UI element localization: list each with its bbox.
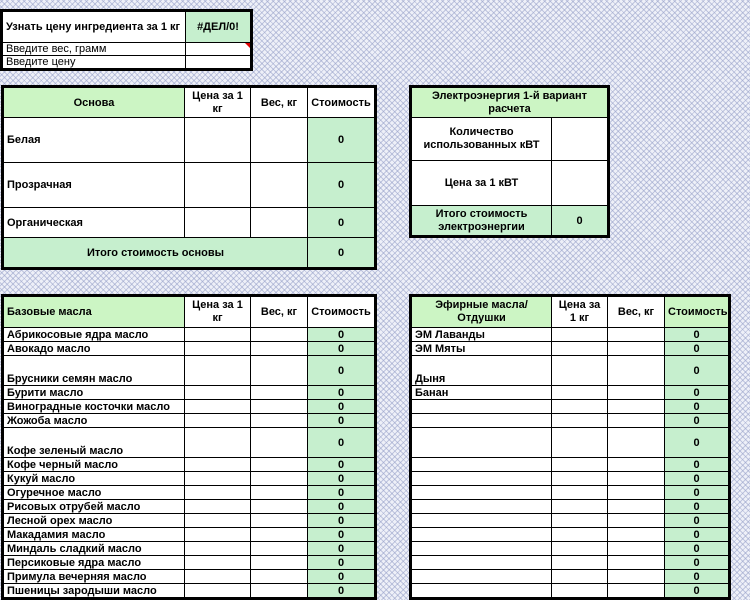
base-row-price[interactable] — [185, 163, 251, 208]
ess-row-cost: 0 — [665, 556, 729, 570]
ess-row-price[interactable] — [552, 514, 608, 528]
oil-row-price[interactable] — [185, 328, 251, 342]
oil-row — [4, 472, 375, 486]
oil-row-weight[interactable] — [251, 570, 308, 584]
oil-row-price[interactable] — [185, 500, 251, 514]
base-oils-table — [3, 296, 375, 598]
kwh-price-label: Цена за 1 кВТ — [412, 161, 552, 206]
ess-row-name: ЭМ Мяты — [412, 342, 552, 356]
oil-row-name: Виноградные косточки масло — [4, 400, 185, 414]
ess-row — [412, 570, 729, 584]
oil-row — [4, 528, 375, 542]
ess-row — [412, 542, 729, 556]
oil-row-cost: 0 — [308, 472, 375, 486]
ess-row-price[interactable] — [552, 386, 608, 400]
oils-header-cost: Стоимость — [308, 297, 375, 328]
ess-row — [412, 514, 729, 528]
base-row-price[interactable] — [185, 208, 251, 238]
oil-row-weight[interactable] — [251, 386, 308, 400]
ess-row-price[interactable] — [552, 342, 608, 356]
ess-row-name — [412, 458, 552, 472]
ess-row-weight[interactable] — [608, 486, 665, 500]
ess-row-cost: 0 — [665, 414, 729, 428]
base-table — [3, 87, 375, 268]
oil-row-cost: 0 — [308, 542, 375, 556]
base-total-value: 0 — [308, 238, 375, 268]
ess-row-weight[interactable] — [608, 500, 665, 514]
oil-row-cost: 0 — [308, 584, 375, 598]
oil-row-cost: 0 — [308, 400, 375, 414]
oil-row-price[interactable] — [185, 386, 251, 400]
oil-row-weight[interactable] — [251, 584, 308, 598]
oil-row-cost: 0 — [308, 428, 375, 458]
ess-header-name: Эфирные масла/Отдушки — [412, 297, 552, 328]
ess-row-name — [412, 414, 552, 428]
ingredient-calc-result: #ДЕЛ/0! — [186, 12, 251, 43]
ess-row-weight[interactable] — [608, 556, 665, 570]
ess-row-weight[interactable] — [608, 528, 665, 542]
oil-row — [4, 584, 375, 598]
ess-row — [412, 472, 729, 486]
ess-row — [412, 528, 729, 542]
oil-row — [4, 556, 375, 570]
ess-row-price[interactable] — [552, 428, 608, 458]
ess-row-name: ЭМ Лаванды — [412, 328, 552, 342]
ess-row-weight[interactable] — [608, 386, 665, 400]
ess-row-cost: 0 — [665, 472, 729, 486]
ess-row-name — [412, 514, 552, 528]
oil-row-price[interactable] — [185, 414, 251, 428]
electricity-title: Электроэнергия 1-й вариант расчета — [412, 88, 608, 118]
ess-row — [412, 428, 729, 458]
ess-row-name — [412, 500, 552, 514]
ess-row — [412, 500, 729, 514]
oil-row-cost: 0 — [308, 556, 375, 570]
oil-row-weight[interactable] — [251, 328, 308, 342]
oil-row — [4, 500, 375, 514]
oil-row-price[interactable] — [185, 514, 251, 528]
oil-row-cost: 0 — [308, 528, 375, 542]
ess-row-name — [412, 486, 552, 500]
ess-row-price[interactable] — [552, 400, 608, 414]
oil-row-name: Примула вечерняя масло — [4, 570, 185, 584]
ess-row — [412, 584, 729, 598]
oil-row-price[interactable] — [185, 584, 251, 598]
oil-row-cost: 0 — [308, 458, 375, 472]
oil-row-cost: 0 — [308, 500, 375, 514]
ess-row-cost: 0 — [665, 514, 729, 528]
oil-row-price[interactable] — [185, 528, 251, 542]
oil-row-name: Персиковые ядра масло — [4, 556, 185, 570]
oils-header-price: Цена за 1 кг — [185, 297, 251, 328]
oil-row — [4, 458, 375, 472]
essential-oils-table — [411, 296, 729, 598]
oil-row-cost: 0 — [308, 328, 375, 342]
base-row-weight[interactable] — [251, 208, 308, 238]
electricity-total-label: Итого стоимость электроэнергии — [412, 206, 552, 236]
ess-row-weight[interactable] — [608, 458, 665, 472]
ess-row-name — [412, 528, 552, 542]
ess-row-name: Дыня — [412, 356, 552, 386]
oil-row-name: Макадамия масло — [4, 528, 185, 542]
base-row-cost: 0 — [308, 163, 375, 208]
oil-row-weight[interactable] — [251, 414, 308, 428]
ess-row-price[interactable] — [552, 414, 608, 428]
oil-row-name: Кукуй масло — [4, 472, 185, 486]
ess-row-cost: 0 — [665, 328, 729, 342]
ess-row-weight[interactable] — [608, 328, 665, 342]
base-header-cost: Стоимость — [308, 88, 375, 118]
oil-row — [4, 542, 375, 556]
ess-row-cost: 0 — [665, 500, 729, 514]
ess-row-name — [412, 472, 552, 486]
ess-row-weight[interactable] — [608, 356, 665, 386]
oil-row-price[interactable] — [185, 342, 251, 356]
ess-row-price[interactable] — [552, 472, 608, 486]
ess-row-cost: 0 — [665, 428, 729, 458]
oil-row-cost: 0 — [308, 514, 375, 528]
oil-row-price[interactable] — [185, 542, 251, 556]
ess-row-price[interactable] — [552, 356, 608, 386]
oil-row-name: Авокадо масло — [4, 342, 185, 356]
oil-row-price[interactable] — [185, 472, 251, 486]
ess-row — [412, 356, 729, 386]
ess-row-price[interactable] — [552, 458, 608, 472]
ess-row-weight[interactable] — [608, 428, 665, 458]
ess-row-price[interactable] — [552, 556, 608, 570]
ess-header-weight: Вес, кг — [608, 297, 665, 328]
ess-row-name: Банан — [412, 386, 552, 400]
base-row-weight[interactable] — [251, 163, 308, 208]
oil-row — [4, 428, 375, 458]
price-input-cell[interactable] — [186, 56, 251, 69]
ess-row-cost: 0 — [665, 342, 729, 356]
ingredient-calc-table — [2, 11, 251, 69]
weight-input-cell[interactable] — [186, 43, 251, 56]
ess-row-weight[interactable] — [608, 584, 665, 598]
oil-row-price[interactable] — [185, 428, 251, 458]
oil-row-weight[interactable] — [251, 400, 308, 414]
ess-row-price[interactable] — [552, 328, 608, 342]
ess-row-name — [412, 584, 552, 598]
ess-row-weight[interactable] — [608, 570, 665, 584]
oil-row-name: Рисовых отрубей масло — [4, 500, 185, 514]
ess-row-cost: 0 — [665, 584, 729, 598]
ess-row-weight[interactable] — [608, 542, 665, 556]
base-row-name: Прозрачная — [4, 163, 185, 208]
ess-row-name — [412, 542, 552, 556]
ess-row-cost: 0 — [665, 386, 729, 400]
oil-row-weight[interactable] — [251, 542, 308, 556]
base-row-cost: 0 — [308, 118, 375, 163]
base-row-weight[interactable] — [251, 118, 308, 163]
oils-header-weight: Вес, кг — [251, 297, 308, 328]
ess-row-price[interactable] — [552, 500, 608, 514]
ess-row — [412, 342, 729, 356]
oil-row-cost: 0 — [308, 356, 375, 386]
ess-row-price[interactable] — [552, 542, 608, 556]
base-header-price: Цена за 1 кг — [185, 88, 251, 118]
oil-row-name: Лесной орех масло — [4, 514, 185, 528]
oil-row-price[interactable] — [185, 458, 251, 472]
oil-row-weight[interactable] — [251, 472, 308, 486]
ess-row-cost: 0 — [665, 542, 729, 556]
oil-row-weight[interactable] — [251, 556, 308, 570]
oil-row-name: Огуречное масло — [4, 486, 185, 500]
ess-row — [412, 400, 729, 414]
oil-row-weight[interactable] — [251, 500, 308, 514]
ess-row — [412, 414, 729, 428]
oil-row-price[interactable] — [185, 400, 251, 414]
oils-header-name: Базовые масла — [4, 297, 185, 328]
oil-row-price[interactable] — [185, 570, 251, 584]
oil-row — [4, 342, 375, 356]
kwh-price-input-cell[interactable] — [552, 161, 608, 206]
kwh-input-cell[interactable] — [552, 118, 608, 161]
ess-row-cost: 0 — [665, 400, 729, 414]
oil-row — [4, 386, 375, 400]
base-header-name: Основа — [4, 88, 185, 118]
ess-row-cost: 0 — [665, 486, 729, 500]
ess-header-price: Цена за 1 кг — [552, 297, 608, 328]
price-label: Введите цену — [3, 56, 186, 69]
oil-row — [4, 514, 375, 528]
ess-row-name — [412, 556, 552, 570]
oil-row-name: Кофе черный масло — [4, 458, 185, 472]
oil-row — [4, 356, 375, 386]
ess-row-cost: 0 — [665, 528, 729, 542]
ess-row-cost: 0 — [665, 356, 729, 386]
ess-row-weight[interactable] — [608, 514, 665, 528]
oil-row — [4, 570, 375, 584]
oil-row-name: Бурити масло — [4, 386, 185, 400]
electricity-table — [411, 87, 608, 236]
oil-row-name: Пшеницы зародыши масло — [4, 584, 185, 598]
ess-header-cost: Стоимость — [665, 297, 729, 328]
oil-row-name: Миндаль сладкий масло — [4, 542, 185, 556]
base-row-name: Белая — [4, 118, 185, 163]
base-header-weight: Вес, кг — [251, 88, 308, 118]
oil-row-cost: 0 — [308, 414, 375, 428]
ess-row-price[interactable] — [552, 570, 608, 584]
electricity-total-value: 0 — [552, 206, 608, 236]
oil-row-weight[interactable] — [251, 514, 308, 528]
ess-row-name — [412, 400, 552, 414]
base-row-cost: 0 — [308, 208, 375, 238]
oil-row-weight[interactable] — [251, 356, 308, 386]
oil-row-price[interactable] — [185, 556, 251, 570]
ess-row — [412, 328, 729, 342]
weight-label: Введите вес, грамм — [3, 43, 186, 56]
oil-row-weight[interactable] — [251, 528, 308, 542]
oil-row-name: Абрикосовые ядра масло — [4, 328, 185, 342]
oil-row — [4, 486, 375, 500]
ess-row-price[interactable] — [552, 528, 608, 542]
oil-row-price[interactable] — [185, 486, 251, 500]
oil-row — [4, 400, 375, 414]
ess-row-weight[interactable] — [608, 400, 665, 414]
base-row-price[interactable] — [185, 118, 251, 163]
oil-row-name: Кофе зеленый масло — [4, 428, 185, 458]
ess-row — [412, 386, 729, 400]
ess-row-cost: 0 — [665, 458, 729, 472]
oil-row-weight[interactable] — [251, 428, 308, 458]
oil-row-cost: 0 — [308, 570, 375, 584]
ess-row — [412, 486, 729, 500]
ess-row-price[interactable] — [552, 584, 608, 598]
oil-row-name: Брусники семян масло — [4, 356, 185, 386]
ess-row-price[interactable] — [552, 486, 608, 500]
ess-row-weight[interactable] — [608, 472, 665, 486]
ess-row-weight[interactable] — [608, 414, 665, 428]
ess-row-name — [412, 428, 552, 458]
base-row-name: Органическая — [4, 208, 185, 238]
ingredient-calc-title: Узнать цену ингредиента за 1 кг — [3, 12, 186, 43]
oil-row-price[interactable] — [185, 356, 251, 386]
oil-row-weight[interactable] — [251, 342, 308, 356]
ess-row — [412, 556, 729, 570]
base-total-label: Итого стоимость основы — [4, 238, 308, 268]
oil-row-cost: 0 — [308, 486, 375, 500]
ess-row-cost: 0 — [665, 570, 729, 584]
ess-row-name — [412, 570, 552, 584]
oil-row-weight[interactable] — [251, 486, 308, 500]
ess-row-weight[interactable] — [608, 342, 665, 356]
oil-row-cost: 0 — [308, 386, 375, 400]
oil-row — [4, 328, 375, 342]
oil-row — [4, 414, 375, 428]
oil-row-name: Жожоба масло — [4, 414, 185, 428]
oil-row-weight[interactable] — [251, 458, 308, 472]
oil-row-cost: 0 — [308, 342, 375, 356]
kwh-label: Количество использованных кВТ — [412, 118, 552, 161]
ess-row — [412, 458, 729, 472]
